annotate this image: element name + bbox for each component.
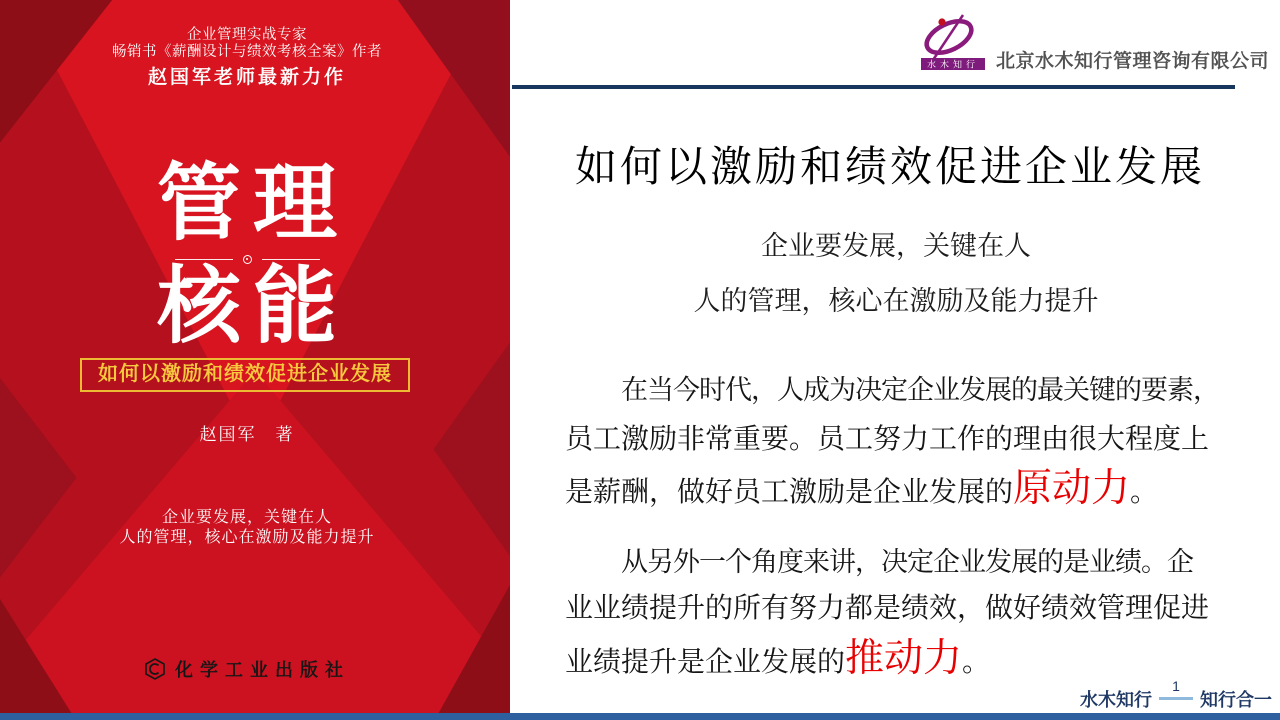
paragraph1-line3-text: 是薪酬，做好员工激励是企业发展的	[565, 476, 1014, 507]
paragraph1-line2: 员工激励非常重要。员工努力工作的理由很大程度上	[565, 423, 1210, 454]
cover-tagline-3: 赵国军老师最新力作	[147, 67, 346, 88]
cover-slogans	[0, 508, 494, 547]
book-cover-image	[0, 0, 510, 713]
cover-taglines	[0, 27, 494, 61]
paragraph2-line3-period: 。	[962, 646, 991, 677]
page-number: 1	[1172, 678, 1180, 694]
paragraph1-line1: 在当今时代，人成为决定企业发展的最关键的要素，	[621, 375, 1219, 405]
page-number-block	[1159, 679, 1193, 700]
paragraph1-line3-period: 。	[1130, 476, 1159, 507]
paragraph2-line2: 业业绩提升的所有努力都是绩效，做好绩效管理促进	[565, 592, 1210, 623]
publisher-hexagon-icon	[144, 658, 166, 680]
bottom-accent-bar	[0, 713, 1280, 720]
publisher-block	[0, 656, 494, 682]
cover-title-bottom: 核能	[156, 261, 349, 354]
cover-slogan-2: 人的管理，核心在激励及能力提升	[119, 528, 375, 546]
subtitle-line-1: 企业要发展，关键在人	[761, 231, 1031, 261]
footer-brand-left: 水木知行	[1080, 690, 1152, 710]
paragraph1-line3	[565, 466, 1225, 515]
cover-slogan-1: 企业要发展，关键在人	[161, 509, 332, 526]
cover-subtitle-box: 如何以激励和绩效促进企业发展	[80, 358, 410, 392]
paragraph1-accent-word: 原动力	[1013, 467, 1131, 510]
publisher-name: 化学工业出版社	[175, 660, 350, 680]
paragraph2-line1: 从另外一个角度来讲，决定企业发展的是业绩。企	[621, 547, 1193, 577]
page-number-underline	[1159, 697, 1193, 700]
cover-tagline-1: 企业管理实战专家	[187, 27, 307, 43]
footer-brand-right: 知行合一	[1200, 690, 1272, 710]
cover-title-top: 管理	[156, 158, 349, 251]
company-logo-icon	[916, 6, 990, 78]
cover-tagline-2: 畅销书《薪酬设计与绩效考核全案》作者	[112, 44, 382, 60]
subtitle-line-2: 人的管理，核心在激励及能力提升	[693, 286, 1099, 316]
cover-author: 赵国军 著	[199, 425, 295, 444]
company-name: 北京水木知行管理咨询有限公司	[996, 51, 1270, 72]
paragraph2-line3	[565, 636, 1225, 685]
paragraph2-line3-text: 业绩提升是企业发展的	[565, 646, 846, 677]
logo-band-text: 水木知行	[926, 59, 980, 70]
footer-brand	[1080, 678, 1272, 712]
header-divider-rule	[512, 85, 1235, 89]
paragraph2-accent-word: 推动力	[845, 637, 963, 680]
slide-title: 如何以激励和绩效促进企业发展	[574, 143, 1205, 190]
